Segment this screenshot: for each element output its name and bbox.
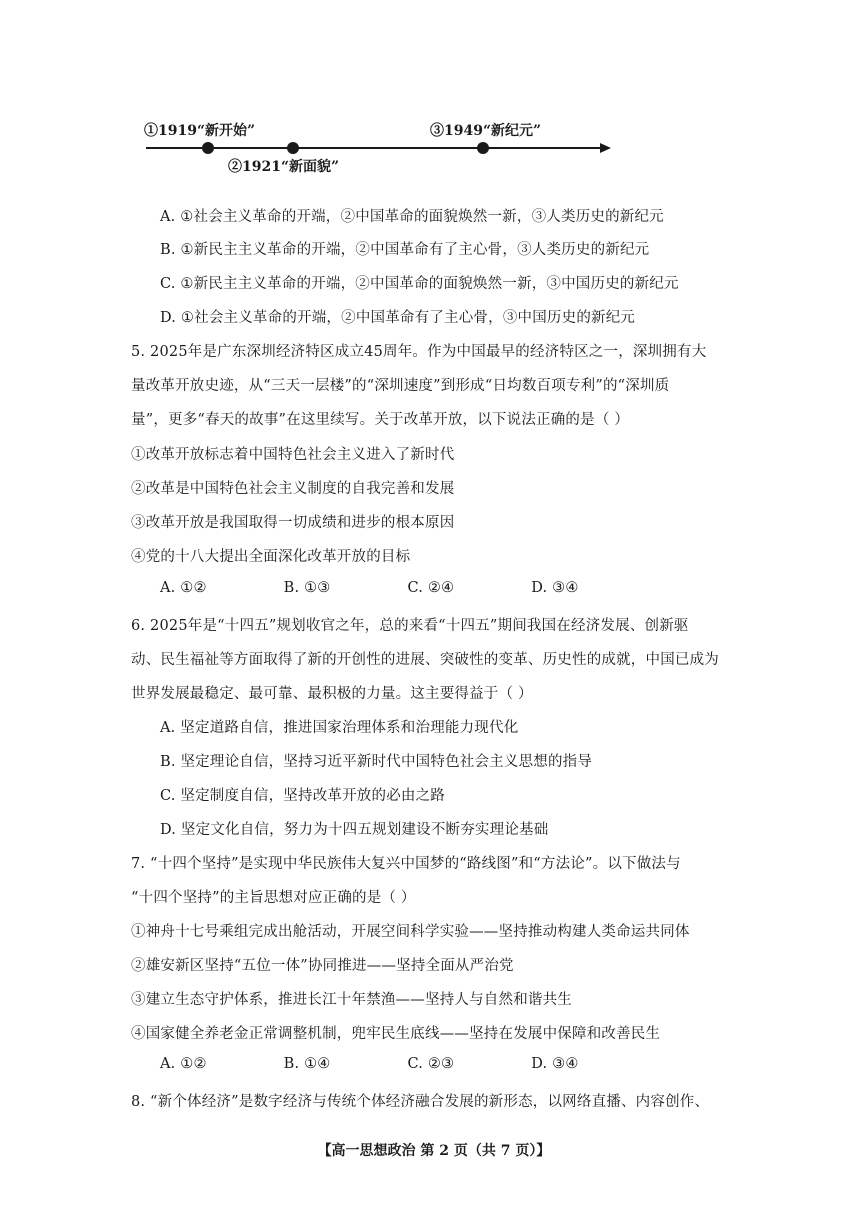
q5-stem-line-3: 量”，更多“春天的故事”在这里续写。关于改革开放，以下说法正确的是（ ）	[131, 412, 630, 428]
q6-option-c: C. 坚定制度自信，坚持改革开放的必由之路	[160, 788, 445, 804]
q7-statement-4: ④国家健全养老金正常调整机制，兜牢民生底线——坚持在发展中保障和改善民生	[131, 1026, 661, 1042]
q4-option-d: D. ①社会主义革命的开端，②中国革命有了主心骨，③中国历史的新纪元	[160, 310, 636, 326]
q5-statement-4: ④党的十八大提出全面深化改革开放的目标	[131, 549, 411, 565]
q4-option-c: C. ①新民主主义革命的开端，②中国革命的面貌焕然一新，③中国历史的新纪元	[160, 276, 679, 292]
q5-statement-1: ①改革开放标志着中国特色社会主义进入了新时代	[131, 447, 455, 463]
timeline-point-1919	[202, 142, 214, 154]
q7-stem-line-2: “十四个坚持”的主旨思想对应正确的是（ ）	[131, 890, 416, 906]
timeline-point-1949	[477, 142, 489, 154]
q7-statement-3: ③建立生态守护体系，推进长江十年禁渔——坚持人与自然和谐共生	[131, 992, 572, 1008]
q7-statement-2: ②雄安新区坚持“五位一体”协同推进——坚持全面从严治党	[131, 958, 514, 974]
timeline-point-1921	[287, 142, 299, 154]
q6-option-b: B. 坚定理论自信，坚持习近平新时代中国特色社会主义思想的指导	[160, 754, 593, 770]
q4-option-a: A. ①社会主义革命的开端，②中国革命的面貌焕然一新，③人类历史的新纪元	[160, 209, 664, 225]
q6-option-a: A. 坚定道路自信，推进国家治理体系和治理能力现代化	[160, 720, 519, 736]
q5-statement-3: ③改革开放是我国取得一切成绩和进步的根本原因	[131, 515, 455, 531]
q6-stem-line-1: 6. 2025年是“十四五”规划收官之年，总的来看“十四五”期间我国在经济发展、创新驱	[131, 618, 689, 634]
timeline-label-1921: ②1921“新面貌”	[228, 159, 340, 175]
timeline-axis	[146, 147, 602, 149]
q4-option-b: B. ①新民主主义革命的开端，②中国革命有了主心骨，③人类历史的新纪元	[160, 242, 650, 258]
q6-stem-line-2: 动、民生福祉等方面取得了新的开创性的进展、突破性的变革、历史性的成就，中国已成为	[131, 652, 719, 668]
q8-stem-line-1: 8. “新个体经济”是数字经济与传统个体经济融合发展的新形态，以网络直播、内容创作、	[131, 1094, 710, 1110]
page-footer: 【高一思想政治 第 2 页（共 7 页）】	[317, 1143, 551, 1159]
q6-option-d: D. 坚定文化自信，努力为十四五规划建设不断夯实理论基础	[160, 822, 549, 838]
timeline-label-1949: ③1949“新纪元”	[430, 123, 542, 139]
timeline-figure	[0, 0, 868, 200]
q6-stem-line-3: 世界发展最稳定、最可靠、最积极的力量。这主要得益于（ ）	[131, 686, 533, 702]
q5-stem-line-1: 5. 2025年是广东深圳经济特区成立45周年。作为中国最早的经济特区之一，深圳拥有大	[131, 344, 707, 360]
q5-statement-2: ②改革是中国特色社会主义制度的自我完善和发展	[131, 481, 455, 497]
q5-stem-line-2: 量改革开放史迹，从“三天一层楼”的“深圳速度”到形成“日均数百项专利”的“深圳质	[131, 378, 670, 394]
q5-options: A. ①② B. ①③ C. ②④ D. ③④	[160, 580, 579, 596]
timeline-arrowhead	[600, 143, 611, 153]
q7-statement-1: ①神舟十七号乘组完成出舱活动，开展空间科学实验——坚持推动构建人类命运共同体	[131, 924, 690, 940]
q7-options: A. ①② B. ①④ C. ②③ D. ③④	[160, 1056, 579, 1072]
timeline-label-1919: ①1919“新开始”	[144, 123, 256, 139]
q7-stem-line-1: 7. “十四个坚持”是实现中华民族伟大复兴中国梦的“路线图”和“方法论”。以下做法与	[131, 856, 681, 872]
